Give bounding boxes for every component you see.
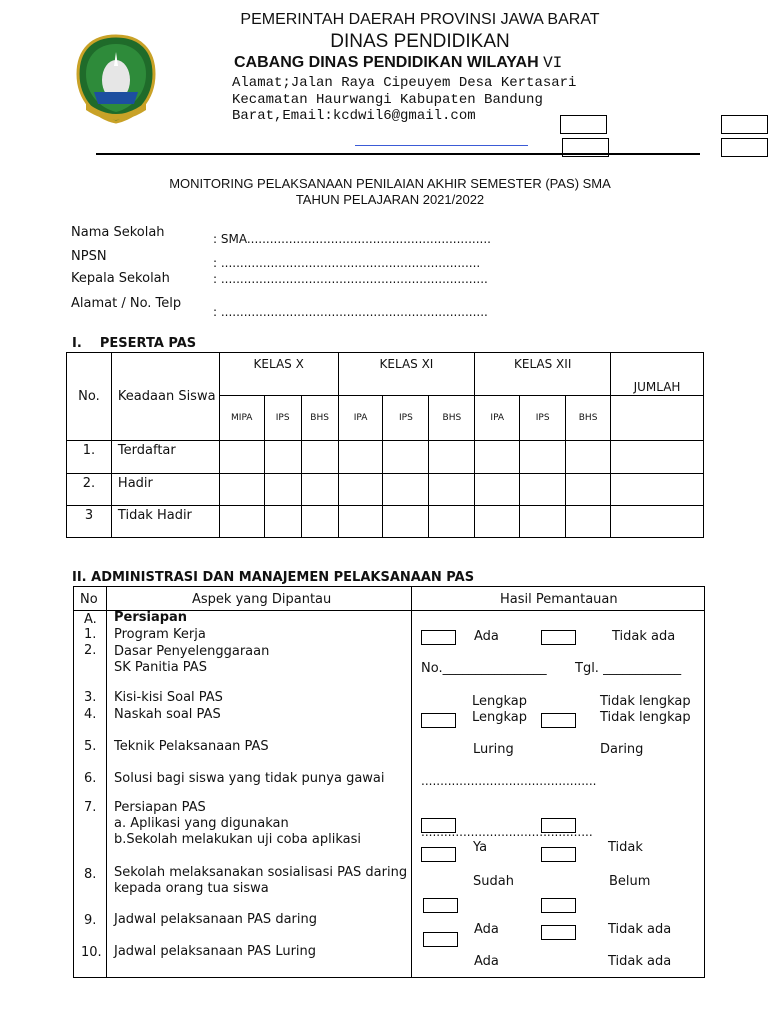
- checkbox-ya[interactable]: [421, 847, 456, 862]
- opt-tidak-lengkap: Tidak lengkap: [600, 710, 691, 725]
- row-label: Tidak Hadir: [111, 505, 219, 537]
- item-label: Jadwal pelaksanaan PAS daring: [114, 912, 317, 927]
- row-no: 3: [67, 505, 112, 537]
- data-cell[interactable]: [566, 441, 611, 473]
- kelas-xi-header: KELAS XI: [338, 353, 475, 396]
- data-cell[interactable]: [520, 505, 566, 537]
- item-label: b.Sekolah melakukan uji coba aplikasi: [114, 832, 361, 847]
- item-no: 9.: [84, 913, 97, 928]
- sub-header: IPS: [383, 396, 429, 441]
- data-cell[interactable]: [475, 505, 520, 537]
- col-no-header: No: [80, 592, 98, 607]
- data-cell[interactable]: [383, 473, 429, 505]
- section2-heading: II. ADMINISTRASI DAN MANAJEMEN PELAKSANAAN PAS: [72, 570, 475, 585]
- item-no: 8.: [84, 867, 97, 882]
- item-no: 3.: [84, 690, 97, 705]
- item-label: Sekolah melaksanakan sosialisasi PAS daring: [114, 865, 408, 880]
- identity-label-4: Alamat / No. Telp: [71, 296, 182, 311]
- identity-label-2: NPSN: [71, 249, 107, 264]
- data-cell[interactable]: [429, 505, 475, 537]
- data-cell[interactable]: [429, 441, 475, 473]
- data-cell[interactable]: [338, 441, 383, 473]
- row-no: 2.: [67, 473, 112, 505]
- opt-luring: Luring: [473, 742, 514, 757]
- data-cell[interactable]: [520, 441, 566, 473]
- item-label: Persiapan PAS: [114, 800, 206, 815]
- item-label: SK Panitia PAS: [114, 660, 207, 675]
- identity-label-1: Nama Sekolah: [71, 225, 165, 240]
- checkbox-ada[interactable]: [421, 630, 456, 645]
- opt-daring: Daring: [600, 742, 644, 757]
- jumlah-header: JUMLAH: [611, 353, 704, 396]
- opt-tidak-ada-luring: Tidak ada: [608, 954, 672, 969]
- header-line3: [234, 54, 562, 72]
- header-box-4: [721, 138, 768, 157]
- item-no: 2.: [84, 643, 97, 658]
- data-cell[interactable]: [338, 473, 383, 505]
- table-divider-v1: [106, 586, 107, 977]
- checkbox-tidak-lengkap[interactable]: [541, 713, 576, 728]
- data-cell[interactable]: [611, 473, 704, 505]
- sub-header: BHS: [566, 396, 611, 441]
- kelas-x-header: KELAS X: [219, 353, 338, 396]
- data-cell[interactable]: [301, 441, 338, 473]
- identity-value-1[interactable]: : SMA................................................................: [213, 232, 491, 246]
- opt-tidak-lengkap: Tidak lengkap: [600, 694, 691, 709]
- data-cell[interactable]: [338, 505, 383, 537]
- logo: [74, 34, 158, 124]
- checkbox-belum[interactable]: [541, 898, 576, 913]
- data-cell[interactable]: [219, 505, 264, 537]
- checkbox-ada-daring[interactable]: [423, 932, 458, 947]
- aplikasi-field[interactable]: .............................................: [421, 825, 593, 839]
- col-keadaan-header: Keadaan Siswa: [111, 353, 219, 441]
- solusi-field[interactable]: ..............................................: [421, 774, 597, 788]
- header-line1: PEMERINTAH DAERAH PROVINSI JAWA BARAT: [240, 11, 600, 28]
- header-line3-text: CABANG DINAS PENDIDIKAN WILAYAH: [234, 54, 539, 71]
- item-label: Jadwal pelaksanaan PAS Luring: [114, 944, 317, 959]
- data-cell[interactable]: [475, 473, 520, 505]
- opt-tidak-ada: Tidak ada: [612, 629, 676, 644]
- data-cell[interactable]: [264, 505, 301, 537]
- checkbox-sudah[interactable]: [423, 898, 458, 913]
- opt-lengkap: Lengkap: [472, 694, 528, 709]
- item-no: 4.: [84, 707, 97, 722]
- item-label: Solusi bagi siswa yang tidak punya gawai: [114, 771, 385, 786]
- table-divider-v2: [411, 586, 412, 977]
- item-label: Dasar Penyelenggaraan: [114, 644, 270, 659]
- kelas-xii-header: KELAS XII: [475, 353, 611, 396]
- row-no: 1.: [67, 441, 112, 473]
- item-label: a. Aplikasi yang digunakan: [114, 816, 289, 831]
- item-label: Kisi-kisi Soal PAS: [114, 690, 223, 705]
- opt-lengkap: Lengkap: [472, 710, 528, 725]
- sk-tgl-field[interactable]: Tgl. ____________: [575, 661, 682, 676]
- data-cell[interactable]: [383, 441, 429, 473]
- checkbox-lengkap[interactable]: [421, 713, 456, 728]
- opt-ada-luring: Ada: [474, 954, 499, 969]
- item-label: Teknik Pelaksanaan PAS: [114, 739, 269, 754]
- data-cell[interactable]: [520, 473, 566, 505]
- title-line2: TAHUN PELAJARAN 2021/2022: [295, 192, 485, 207]
- item-no: A.: [84, 612, 97, 627]
- header-rule: [96, 153, 700, 155]
- data-cell[interactable]: [219, 441, 264, 473]
- sub-header: IPA: [475, 396, 520, 441]
- title-line1: MONITORING PELAKSANAAN PENILAIAN AKHIR SEMESTER (PAS) SMA: [169, 176, 611, 191]
- data-cell[interactable]: [566, 473, 611, 505]
- sub-header: IPS: [264, 396, 301, 441]
- data-cell[interactable]: [611, 441, 704, 473]
- address-line3: Barat,Email:kcdwil6@gmail.com: [232, 108, 476, 124]
- row-label: Terdaftar: [111, 441, 219, 473]
- opt-belum: Belum: [609, 874, 651, 889]
- jumlah-cell: [611, 396, 704, 441]
- sub-header: BHS: [429, 396, 475, 441]
- link-underline: [355, 145, 528, 146]
- item-no: 10.: [81, 945, 102, 960]
- identity-value-2[interactable]: : ....................................................................: [213, 256, 481, 270]
- address-line1: Alamat;Jalan Raya Cipeuyem Desa Kertasari: [232, 75, 577, 91]
- data-cell[interactable]: [301, 473, 338, 505]
- identity-value-3[interactable]: : ......................................................................: [213, 272, 488, 286]
- opt-ada-daring: Ada: [474, 922, 499, 937]
- item-label: Program Kerja: [114, 627, 206, 642]
- item-label-persiapan: Persiapan: [114, 610, 188, 625]
- header-box-2: [721, 115, 768, 134]
- sub-header: MIPA: [219, 396, 264, 441]
- header-line2: DINAS PENDIDIKAN: [330, 31, 510, 52]
- data-cell[interactable]: [264, 473, 301, 505]
- identity-value-4[interactable]: : ......................................................................: [213, 305, 488, 319]
- item-label: kepada orang tua siswa: [114, 881, 269, 896]
- sk-no-field[interactable]: No.________________: [421, 661, 547, 676]
- header-line3-suffix: VI: [543, 54, 563, 72]
- opt-ya: Ya: [473, 840, 488, 855]
- opt-ada: Ada: [474, 629, 499, 644]
- data-cell[interactable]: [264, 441, 301, 473]
- data-cell[interactable]: [611, 505, 704, 537]
- item-label: Naskah soal PAS: [114, 707, 221, 722]
- checkbox-tidak[interactable]: [541, 847, 576, 862]
- checkbox-tidak-ada[interactable]: [541, 630, 576, 645]
- opt-tidak: Tidak: [608, 840, 643, 855]
- data-cell[interactable]: [219, 473, 264, 505]
- sub-header: IPA: [338, 396, 383, 441]
- item-no: 7.: [84, 800, 97, 815]
- header-box-1: [560, 115, 607, 134]
- identity-label-3: Kepala Sekolah: [71, 271, 170, 286]
- col-no-header: No.: [67, 353, 112, 441]
- data-cell[interactable]: [566, 505, 611, 537]
- col-aspek-header: Aspek yang Dipantau: [192, 592, 332, 607]
- item-no: 1.: [84, 627, 97, 642]
- item-no: 5.: [84, 739, 97, 754]
- data-cell[interactable]: [429, 473, 475, 505]
- sub-header: IPS: [520, 396, 566, 441]
- row-label: Hadir: [111, 473, 219, 505]
- sub-header: BHS: [301, 396, 338, 441]
- peserta-table: [66, 352, 704, 538]
- section1-heading: I. PESERTA PAS: [72, 336, 197, 351]
- opt-sudah: Sudah: [473, 874, 514, 889]
- address-line2: Kecamatan Haurwangi Kabupaten Bandung: [232, 92, 543, 108]
- checkbox-tidak-ada-daring[interactable]: [541, 925, 576, 940]
- data-cell[interactable]: [475, 441, 520, 473]
- data-cell[interactable]: [301, 505, 338, 537]
- opt-tidak-ada-daring: Tidak ada: [608, 922, 672, 937]
- col-hasil-header: Hasil Pemantauan: [500, 592, 618, 607]
- item-no: 6.: [84, 771, 97, 786]
- data-cell[interactable]: [383, 505, 429, 537]
